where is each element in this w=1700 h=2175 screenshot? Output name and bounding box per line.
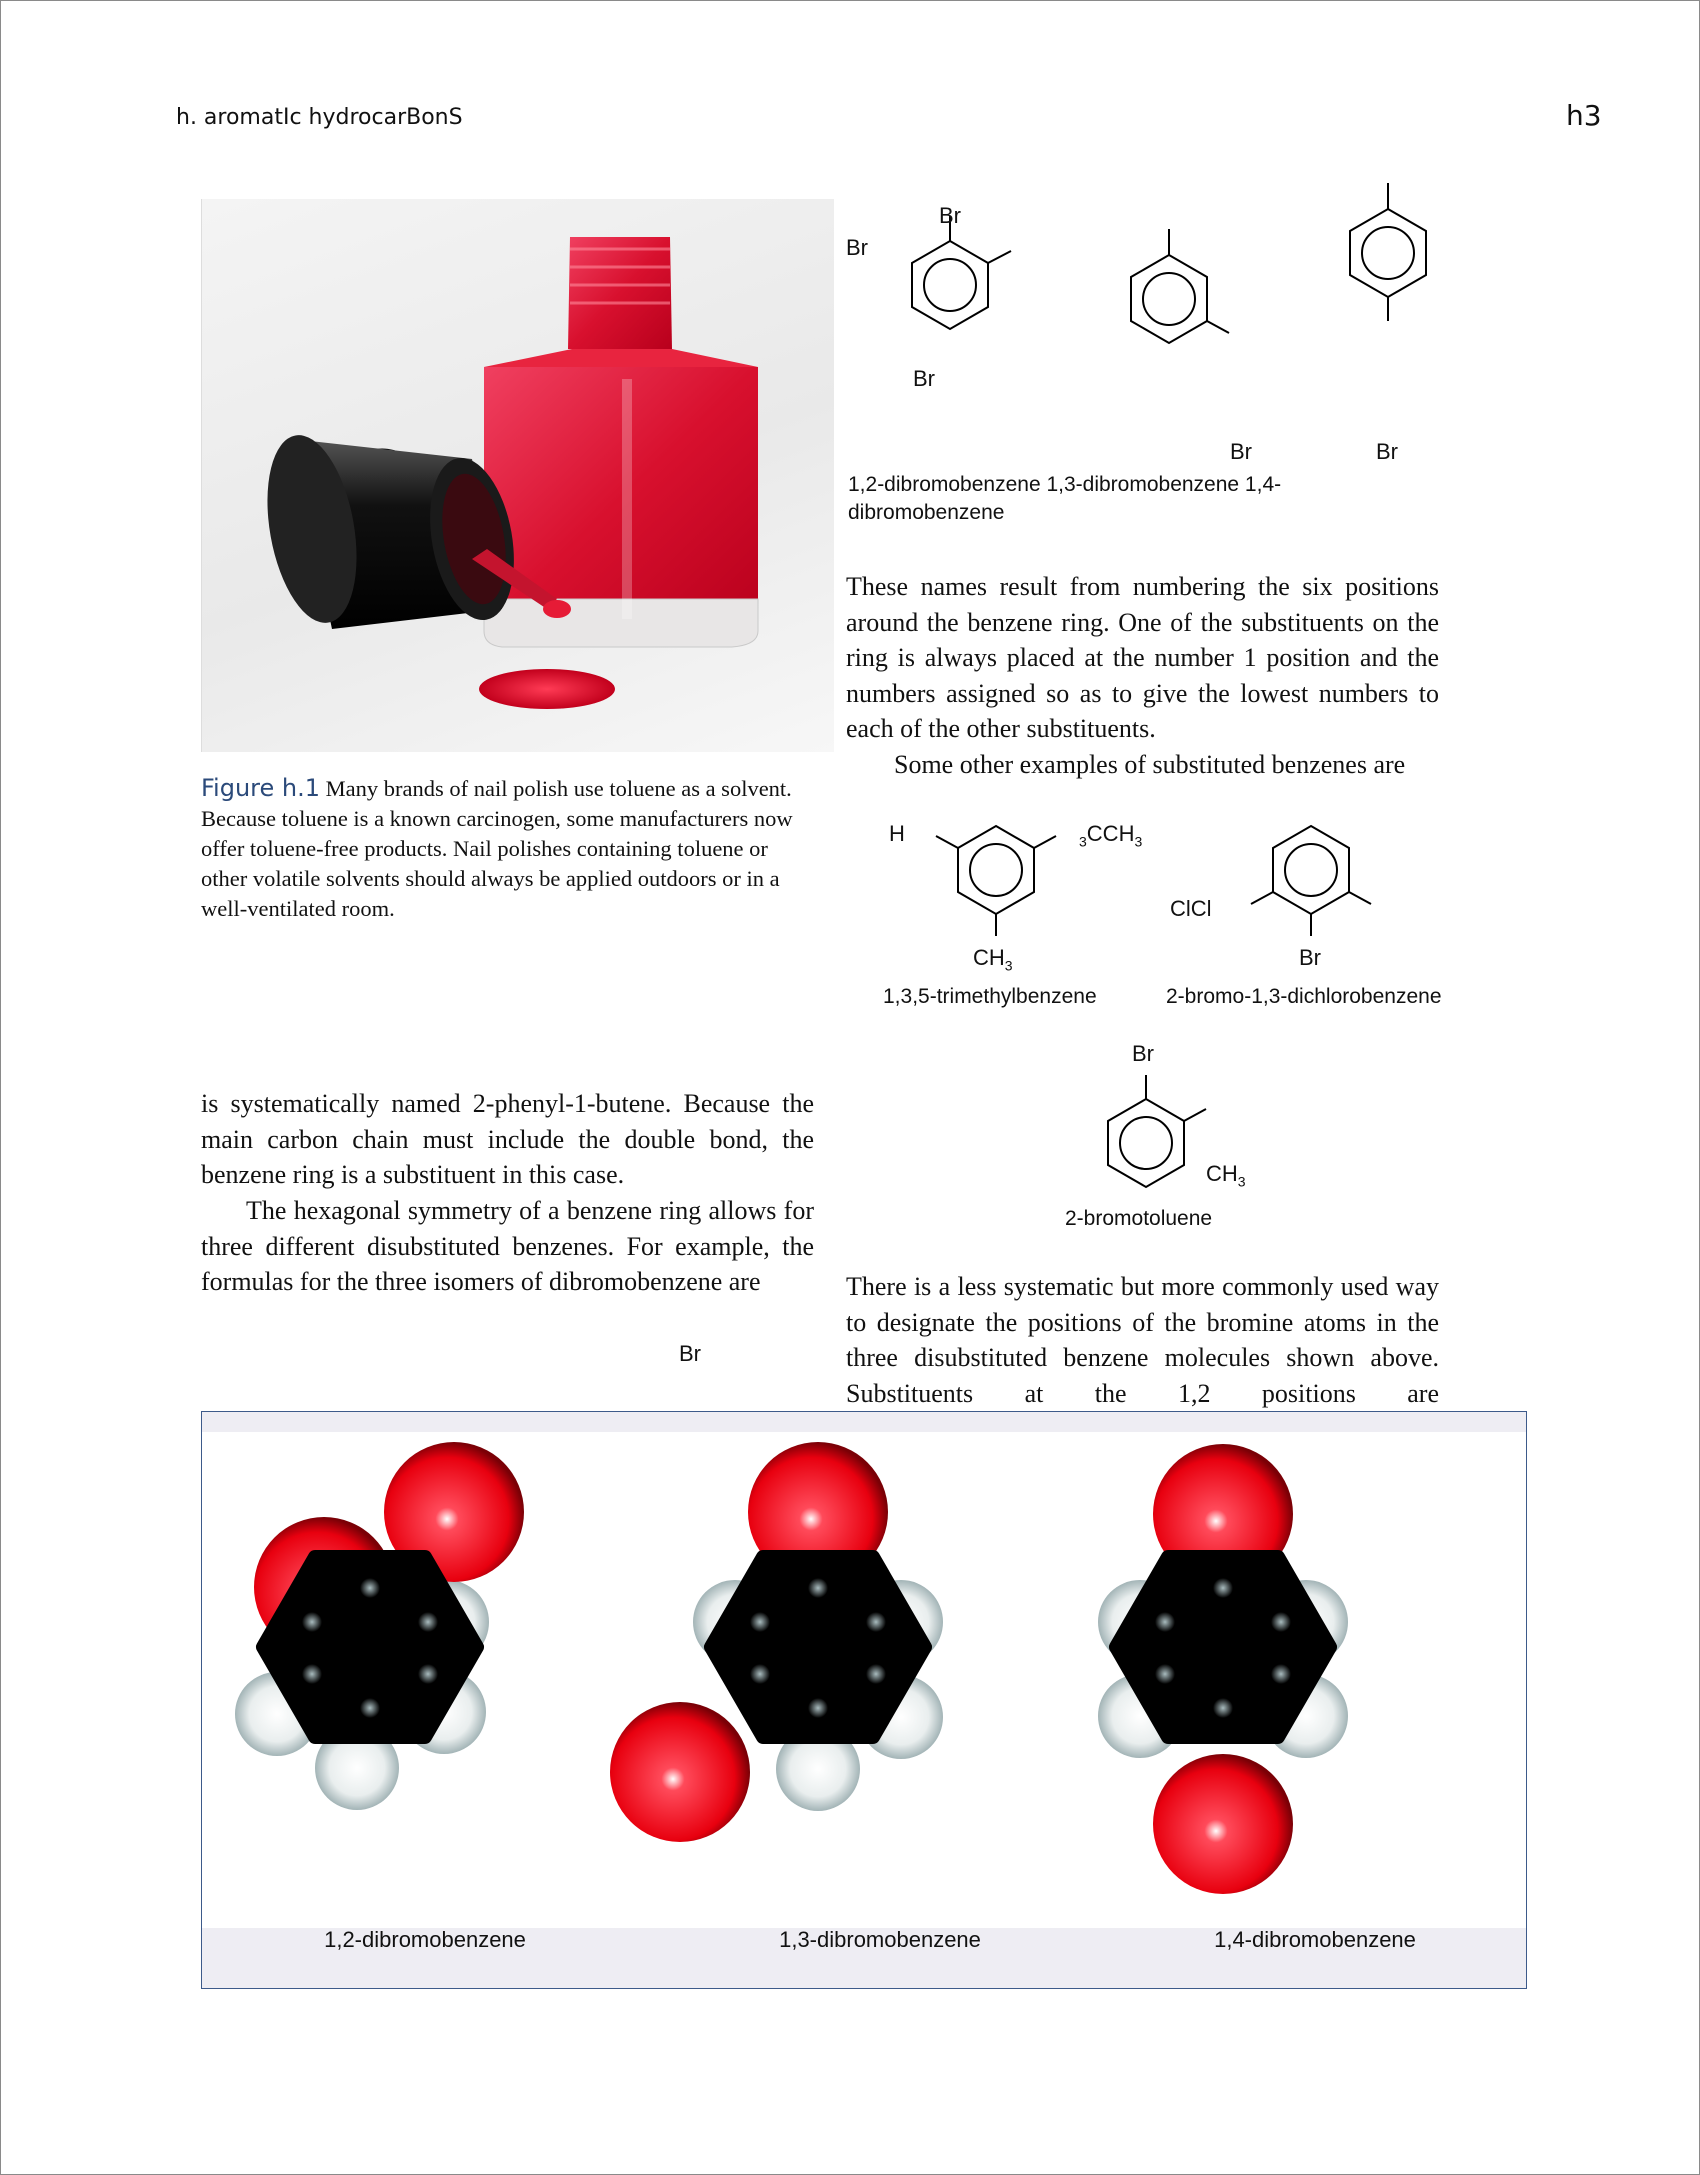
space-filling-illustration [202,1432,1526,1928]
ring-1-2-dibromo [912,216,1011,329]
trimethyl-left-label: H [889,821,905,846]
model-area [202,1432,1526,1928]
atom-label-br: Br [1230,439,1252,464]
nail-polish-photo [201,199,834,752]
space-filling-models [201,1411,1527,1989]
bromodichloro-bottom-label: Br [1299,945,1321,970]
bromotoluene-right-text: CH [1206,1161,1238,1186]
nail-polish-illustration [202,199,834,752]
model-1-4-dibromobenzene [1098,1444,1348,1894]
paragraph-examples: Some other examples of substituted benzenes are [894,750,1406,779]
page-number: h3 [1566,99,1602,132]
running-header: h. aromatIc hydrocarBonS [176,105,463,130]
bromotoluene-name: 2-bromotoluene [1065,1207,1213,1230]
dibromo-names-line2: dibromobenzene [848,501,1005,524]
paragraph-left-2: The hexagonal symmetry of a benzene ring allows for three different disubstituted benzenes. For example, the formulas for the three isomers of dibromobenzene are [201,1196,814,1297]
ring-bromodichlorobenzene [1251,826,1371,936]
ring-1-3-dibromo [1131,229,1229,343]
paragraph-numbering: These names result from numbering the six positions around the benzene ring. One of the substituents on the ring is always placed at the number 1 position and the numbers assigned so as to give the lowest numbers to each of the other substituents. [846,572,1439,744]
paragraph-right-bottom: There is a less systematic but more commonly used way to designate the positions of the bromine atoms in the three disubstituted benzene molecules shown above. Substituents at the 1,2 positions are [846,1272,1439,1408]
trimethyl-right-text: CCH [1086,821,1135,846]
ring-trimethylbenzene [936,826,1056,936]
trimethyl-name: 1,3,5-trimethylbenzene [883,985,1097,1008]
dibromobenzene-structures [831,171,1481,371]
bromotoluene-right-label [1206,1161,1246,1189]
ring-1-4-dibromo [1350,183,1426,321]
atom-label-br: Br [913,366,935,391]
bromodichloro-name: 2-bromo-1,3-dichlorobenzene [1166,985,1442,1008]
bromotoluene-top-label: Br [1132,1041,1154,1066]
figure-caption-text: Many brands of nail polish use toluene as a solvent. Because toluene is a known carcinogen, some manufacturers now offer toluene-free products. Nail polishes containing toluene or other volatile solvents should always be applied outdoors or in a well-ventilated room. [201,776,793,921]
trimethyl-bottom-text: CH [973,945,1005,970]
model-caption-1: 1,2-dibromobenzene [324,1927,526,1952]
dibromo-names-line1: 1,2-dibromobenzene 1,3-dibromobenzene 1,4- [848,473,1282,496]
dibromo-names [848,471,1281,527]
atom-label-br: Br [939,203,961,228]
subscript: 3 [1237,1173,1246,1190]
trimethyl-bottom-label [973,945,1013,973]
atom-label-br: Br [846,235,868,260]
model-1-3-dibromobenzene [610,1442,943,1842]
atom-label-br: Br [1376,439,1398,464]
figure-caption [201,773,816,924]
model-1-2-dibromobenzene [235,1442,524,1810]
bromodichloro-left-label: ClCl [1170,896,1212,921]
subscript: 3 [1079,833,1087,850]
trimethyl-right-label [1079,821,1142,849]
subscript: 3 [1134,833,1143,850]
model-caption-2: 1,3-dibromobenzene [779,1927,981,1952]
substituted-benzene-structures [921,806,1401,936]
model-caption-3: 1,4-dibromobenzene [1214,1927,1416,1952]
subscript: 3 [1004,957,1013,974]
paragraph-left-1: is systematically named 2-phenyl-1-butene. Because the main carbon chain must include the double bond, the benzene ring is a substituent in this case. [201,1089,814,1190]
stray-br-label: Br [679,1341,701,1366]
figure-label: Figure h.1 [201,774,321,802]
